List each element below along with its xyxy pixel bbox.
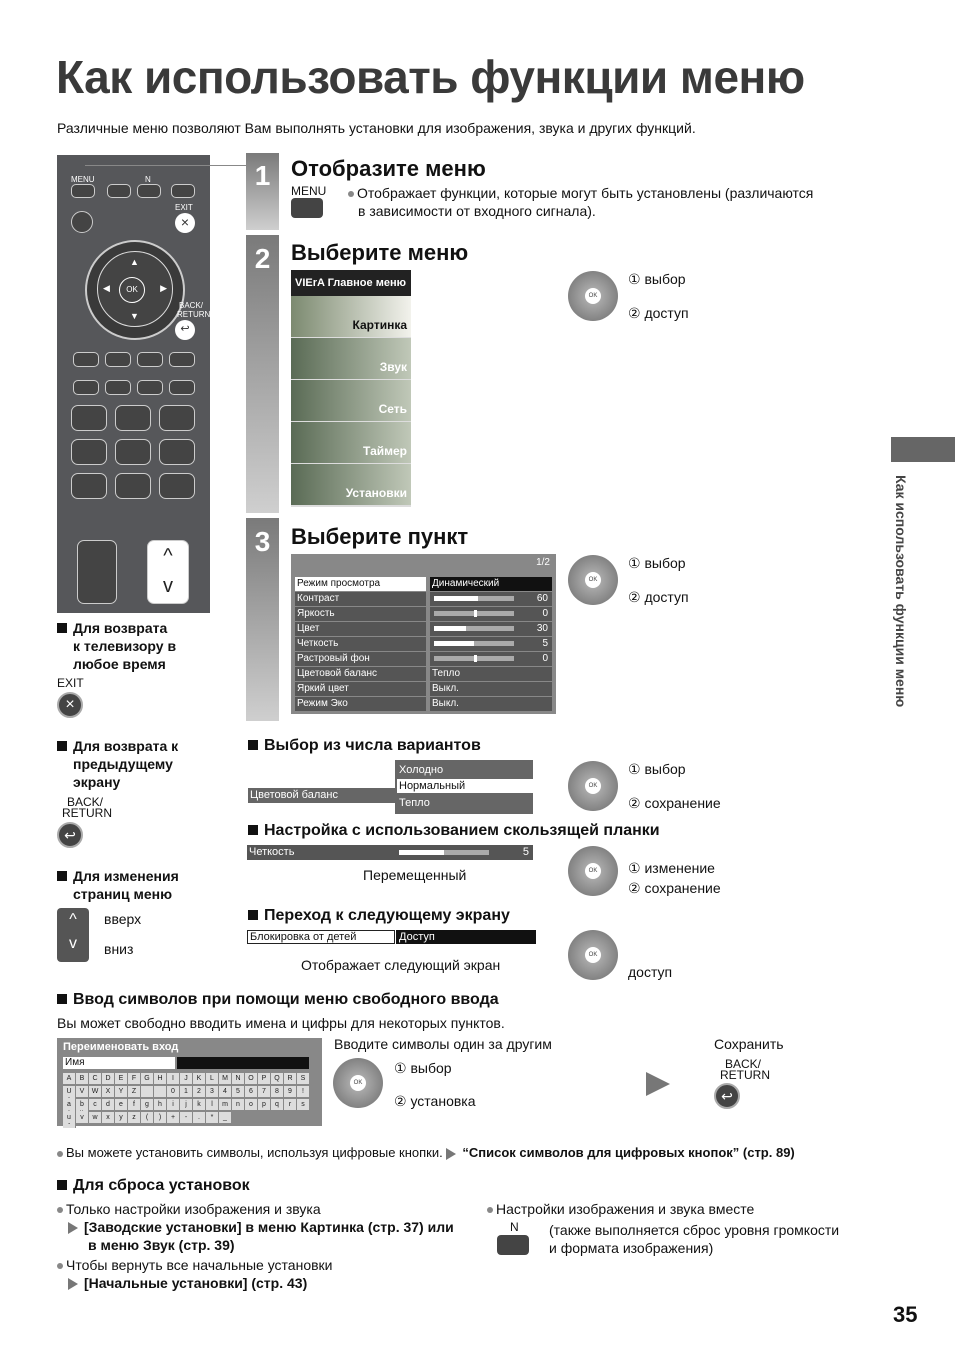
reset-a1: Только настройки изображения и звука (57, 1201, 321, 1217)
nav-access-label: доступ (628, 964, 673, 980)
keyboard-key[interactable]: D (102, 1073, 115, 1084)
number-button[interactable] (71, 473, 107, 499)
keyboard-key[interactable]: M (219, 1073, 232, 1084)
n-button-icon (497, 1235, 529, 1255)
option-list (395, 760, 533, 814)
prev-screen-title: Для возврата к (57, 738, 178, 754)
keyboard-key[interactable]: 0 (167, 1086, 180, 1097)
menu-row[interactable]: Режим просмотра Динамический (295, 577, 552, 591)
side-title: Как использовать функции меню (893, 475, 909, 708)
exit-label: EXIT (175, 203, 193, 212)
up-arrow-icon: ▲ (130, 257, 139, 267)
menu-item-timer[interactable]: Таймер (291, 422, 411, 464)
step3-number: 3 (254, 526, 271, 557)
slider-row[interactable] (247, 845, 533, 860)
prev-screen-title-3: экрану (73, 774, 121, 790)
keyboard-key[interactable]: 2 (193, 1086, 206, 1097)
up-label: вверх (104, 911, 142, 927)
keyboard-key[interactable]: ) (154, 1112, 167, 1123)
number-button[interactable] (159, 473, 195, 499)
slider-title: Настройка с использованием скользящей планки (248, 822, 660, 840)
back-label: BACK/ (179, 301, 204, 310)
bar-marker (474, 655, 477, 662)
remote-control (57, 155, 210, 613)
keyboard-key[interactable]: V (76, 1086, 89, 1097)
keyboard-key[interactable]: c (89, 1099, 102, 1110)
return-label: RETURN (177, 310, 211, 319)
menu-label: MENU (291, 184, 327, 198)
next-label: Блокировка от детей (247, 930, 395, 944)
keyboard-key[interactable]: 8 (271, 1086, 284, 1097)
next-caption: Отображает следующий экран (301, 957, 501, 973)
keyboard-key[interactable]: l (206, 1099, 219, 1110)
bar-fill (434, 641, 474, 646)
free-input-title: Ввод символов при помощи меню свободного ввода (57, 991, 499, 1009)
number-button[interactable] (115, 405, 151, 431)
remote-button[interactable] (107, 184, 131, 198)
arrow-right-icon (646, 1072, 670, 1096)
menu-item-picture[interactable]: Картинка (291, 296, 411, 338)
keyboard-key[interactable]: Q (271, 1073, 284, 1084)
keyboard-key[interactable]: - (180, 1112, 193, 1123)
n-label: N (145, 175, 151, 184)
number-button[interactable] (159, 439, 195, 465)
back-label: BACK/ (67, 795, 104, 809)
keyboard-key[interactable]: b (76, 1099, 89, 1110)
option-item[interactable]: Холодно (399, 764, 444, 776)
color-button[interactable] (137, 352, 163, 367)
menu-item-network[interactable]: Сеть (291, 380, 411, 422)
menu-row[interactable]: Цветовой баланс Тепло (295, 667, 552, 681)
keyboard-field-input[interactable] (177, 1057, 309, 1069)
keyboard-key[interactable]: ! (297, 1086, 310, 1097)
keyboard-key[interactable]: o (245, 1099, 258, 1110)
return-icon[interactable]: ↩ (175, 320, 195, 340)
keyboard-key[interactable]: k (193, 1099, 206, 1110)
nav-save-label: ② сохранение (628, 795, 721, 811)
keyboard-key[interactable]: * (206, 1112, 219, 1123)
reset-a2[interactable]: [Заводские установки] в меню Картинка (стр. 37) или (68, 1219, 454, 1235)
keyboard-key[interactable]: y (115, 1112, 128, 1123)
nav-select-label: ① выбор (628, 271, 686, 287)
return-icon: ↩ (57, 822, 83, 848)
exit-icon[interactable]: × (175, 213, 195, 233)
keyboard-key[interactable]: B (76, 1073, 89, 1084)
navigation-pad-icon: OK (568, 846, 618, 896)
down-arrow-icon: ▼ (130, 311, 139, 321)
number-button[interactable] (115, 439, 151, 465)
keyboard-title: Переименовать вход (63, 1041, 179, 1053)
option-label: Цветовой баланс (248, 788, 398, 803)
digit-note-link[interactable]: “Список символов для цифровых кнопок” (стр. 89) (462, 1145, 795, 1160)
navigation-pad-icon: OK (333, 1058, 383, 1108)
keyboard-key[interactable]: g (141, 1099, 154, 1110)
remote-round-button[interactable] (71, 211, 93, 233)
menu-button-icon (291, 198, 323, 218)
keyboard-key[interactable]: O (245, 1073, 258, 1084)
slider-caption: Перемещенный (363, 867, 467, 883)
tv-return-title-3: любое время (73, 656, 166, 672)
keyboard-key[interactable] (141, 1086, 154, 1097)
exit-icon: × (57, 692, 83, 718)
intro-text: Различные меню позволяют Вам выполнять установки для изображения, звука и других функций. (57, 120, 696, 136)
step3-title: Выберите пункт (291, 524, 469, 549)
callout-line (85, 165, 247, 166)
keyboard-key[interactable]: x (102, 1112, 115, 1123)
tv-return-title: Для возврата (57, 620, 167, 636)
page-change-title-2: страниц меню (73, 886, 173, 902)
page-number: 35 (893, 1302, 918, 1327)
keyboard-key[interactable]: n (232, 1099, 245, 1110)
keyboard-key[interactable]: P (258, 1073, 271, 1084)
keyboard-key[interactable]: J (180, 1073, 193, 1084)
slider-label: Четкость (249, 846, 295, 858)
save-label: Сохранить (714, 1036, 784, 1052)
keyboard-key[interactable]: f (128, 1099, 141, 1110)
keyboard-key[interactable]: + (167, 1112, 180, 1123)
keyboard-key[interactable]: Z (128, 1086, 141, 1097)
main-menu-header: VIErA Главное меню (291, 270, 411, 296)
side-tab (891, 437, 955, 462)
reset-c2: (также выполняется сброс уровня громкости (549, 1222, 840, 1238)
exit-label: EXIT (57, 676, 84, 690)
keyboard-row-1[interactable] (63, 1086, 322, 1097)
keyboard-key[interactable]: ( (141, 1112, 154, 1123)
menu-row[interactable]: Яркость 0 (295, 607, 552, 621)
nav-access-label: ② доступ (628, 305, 689, 321)
keyboard-row-2[interactable] (63, 1099, 322, 1110)
number-button[interactable] (115, 473, 151, 499)
navigation-pad-icon: OK (568, 555, 618, 605)
nav-access-label: ② доступ (628, 589, 689, 605)
n-button[interactable] (137, 184, 161, 198)
keyboard-field-label: Имя (63, 1057, 175, 1069)
reset-c1: Настройки изображения и звука вместе (487, 1201, 754, 1217)
keyboard-key[interactable]: R (284, 1073, 297, 1084)
tv-return-title-2: к телевизору в (73, 638, 177, 654)
n-label: N (510, 1220, 519, 1234)
return-icon: ↩ (714, 1083, 740, 1109)
keyboard-key[interactable]: _ (219, 1112, 232, 1123)
nav-select-label: ① выбор (628, 555, 686, 571)
keyboard-key[interactable]: . (193, 1112, 206, 1123)
keyboard-key[interactable]: E (115, 1073, 128, 1084)
next-title: Переход к следующему экрану (248, 907, 510, 925)
keyboard-key[interactable]: S (297, 1073, 310, 1084)
keyboard-key[interactable]: 9 (284, 1086, 297, 1097)
keyboard-key[interactable]: W (89, 1086, 102, 1097)
function-button[interactable] (169, 380, 195, 395)
free-input-sub: Вы может свободно вводить имена и цифры для некоторых пунктов. (57, 1015, 505, 1031)
return-label: RETURN (62, 806, 112, 820)
digit-note: Вы можете установить символы, используя цифровые кнопки. “Список символов для цифровых кнопок” (стр. 89) (57, 1145, 795, 1160)
keyboard-key[interactable]: v (76, 1112, 89, 1123)
menu-row[interactable]: Режим Эко Выкл. (295, 697, 552, 711)
function-button[interactable] (105, 380, 131, 395)
return-label: RETURN (720, 1068, 770, 1082)
reset-title: Для сброса установок (57, 1177, 250, 1195)
menu-label: MENU (71, 175, 95, 184)
page-updown-button[interactable]: ^ v (147, 540, 189, 604)
keyboard-key[interactable]: 5 (232, 1086, 245, 1097)
keyboard-key[interactable]: 1 (180, 1086, 193, 1097)
keyboard-key[interactable]: G (141, 1073, 154, 1084)
menu-row[interactable]: Четкость 5 (295, 637, 552, 651)
keyboard-panel (57, 1038, 322, 1126)
keyboard-key[interactable]: i (167, 1099, 180, 1110)
page-indicator: 1/2 (536, 557, 550, 568)
reset-b2[interactable]: [Начальные установки] (стр. 43) (68, 1275, 307, 1291)
number-button[interactable] (71, 439, 107, 465)
keyboard-key[interactable]: 3 (206, 1086, 219, 1097)
page-updown-icon: ^ v (57, 908, 89, 962)
menu-row[interactable]: Яркий цвет Выкл. (295, 682, 552, 696)
keyboard-key[interactable]: U (63, 1086, 76, 1097)
step2-bar (246, 235, 279, 513)
keyboard-key[interactable]: a (63, 1099, 76, 1110)
keyboard-row-3[interactable] (63, 1112, 232, 1123)
keyboard-key[interactable]: r (284, 1099, 297, 1110)
ok-button[interactable]: OK (119, 277, 145, 303)
keyboard-key[interactable]: 7 (258, 1086, 271, 1097)
number-button[interactable] (159, 405, 195, 431)
navigation-pad-icon: OK (568, 930, 618, 980)
keyboard-key[interactable]: u (63, 1112, 76, 1123)
left-arrow-icon: ◀ (103, 283, 110, 293)
keyboard-key[interactable]: Y (115, 1086, 128, 1097)
menu-item-setup[interactable]: Установки (291, 464, 411, 506)
nav-set-label: ② установка (394, 1093, 476, 1109)
step1-title: Отобразите меню (291, 156, 486, 181)
next-value[interactable]: Доступ (396, 930, 536, 944)
remote-button[interactable] (171, 184, 195, 198)
keyboard-key[interactable]: d (102, 1099, 115, 1110)
keyboard-key[interactable]: F (128, 1073, 141, 1084)
page-change-title: Для изменения (57, 868, 179, 884)
bar-fill (434, 596, 478, 601)
down-label: вниз (104, 941, 134, 957)
right-arrow-icon: ▶ (160, 283, 167, 293)
color-button[interactable] (105, 352, 131, 367)
keyboard-key[interactable]: H (154, 1073, 167, 1084)
keyboard-key[interactable]: e (115, 1099, 128, 1110)
navigation-pad-icon: OK (568, 761, 618, 811)
prev-screen-title-2: предыдущему (73, 756, 173, 772)
keyboard-key[interactable]: p (258, 1099, 271, 1110)
step1-desc-2: в зависимости от входного сигнала). (358, 203, 596, 219)
function-button[interactable] (73, 380, 99, 395)
keyboard-key[interactable]: X (102, 1086, 115, 1097)
bar-marker (474, 610, 477, 617)
nav-select-label: ① выбор (628, 761, 686, 777)
reset-c3: и формата изображения) (549, 1240, 714, 1256)
navigation-pad-icon: OK (568, 271, 618, 321)
keyboard-key[interactable]: s (297, 1099, 310, 1110)
bar-fill (434, 626, 466, 631)
picture-menu (291, 554, 556, 714)
menu-row[interactable]: Контраст 60 (295, 592, 552, 606)
step1-number: 1 (254, 160, 271, 191)
page-title: Как использовать функции меню (56, 51, 805, 103)
keyboard-key[interactable]: C (89, 1073, 102, 1084)
keyboard-key[interactable]: A (63, 1073, 76, 1084)
slider-value: 5 (522, 846, 529, 858)
keyboard-row-0[interactable] (63, 1073, 322, 1084)
keyboard-key[interactable]: 4 (219, 1086, 232, 1097)
menu-row[interactable]: Растровый фон 0 (295, 652, 552, 666)
keyboard-key[interactable]: K (193, 1073, 206, 1084)
keyboard-key[interactable]: m (219, 1099, 232, 1110)
remote-large-button[interactable] (77, 540, 117, 604)
keyboard-key[interactable] (154, 1086, 167, 1097)
reset-a3[interactable]: в меню Звук (стр. 39) (88, 1237, 235, 1253)
color-button[interactable] (73, 352, 99, 367)
keyboard-key[interactable]: N (232, 1073, 245, 1084)
option-item[interactable]: Тепло (399, 797, 430, 809)
keyboard-key[interactable]: 6 (245, 1086, 258, 1097)
slider-track (399, 850, 489, 855)
back-label: BACK/ (725, 1057, 762, 1071)
keyboard-key[interactable]: h (154, 1099, 167, 1110)
step2-number: 2 (254, 243, 271, 274)
main-menu (291, 270, 411, 507)
keyboard-key[interactable]: z (128, 1112, 141, 1123)
menu-button[interactable] (71, 184, 95, 198)
keyboard-key[interactable]: q (271, 1099, 284, 1110)
option-item-selected[interactable]: Нормальный (397, 779, 533, 793)
menu-row[interactable]: Цвет 30 (295, 622, 552, 636)
keyboard-key[interactable]: I (167, 1073, 180, 1084)
nav-change-label: ① изменение (628, 860, 715, 876)
keyboard-key[interactable]: w (89, 1112, 102, 1123)
nav-select-label: ① выбор (394, 1060, 452, 1076)
keyboard-key[interactable]: L (206, 1073, 219, 1084)
enter-chars-text: Вводите символы один за другим (334, 1036, 552, 1052)
number-button[interactable] (71, 405, 107, 431)
step1-desc-1: Отображает функции, которые могут быть установлены (различаются (348, 185, 813, 201)
menu-item-sound[interactable]: Звук (291, 338, 411, 380)
nav-save-label: ② сохранение (628, 880, 721, 896)
options-title: Выбор из числа вариантов (248, 737, 481, 755)
step2-title: Выберите меню (291, 240, 469, 265)
reset-b1: Чтобы вернуть все начальные установки (57, 1257, 333, 1273)
keyboard-key[interactable]: j (180, 1099, 193, 1110)
color-button[interactable] (169, 352, 195, 367)
function-button[interactable] (137, 380, 163, 395)
